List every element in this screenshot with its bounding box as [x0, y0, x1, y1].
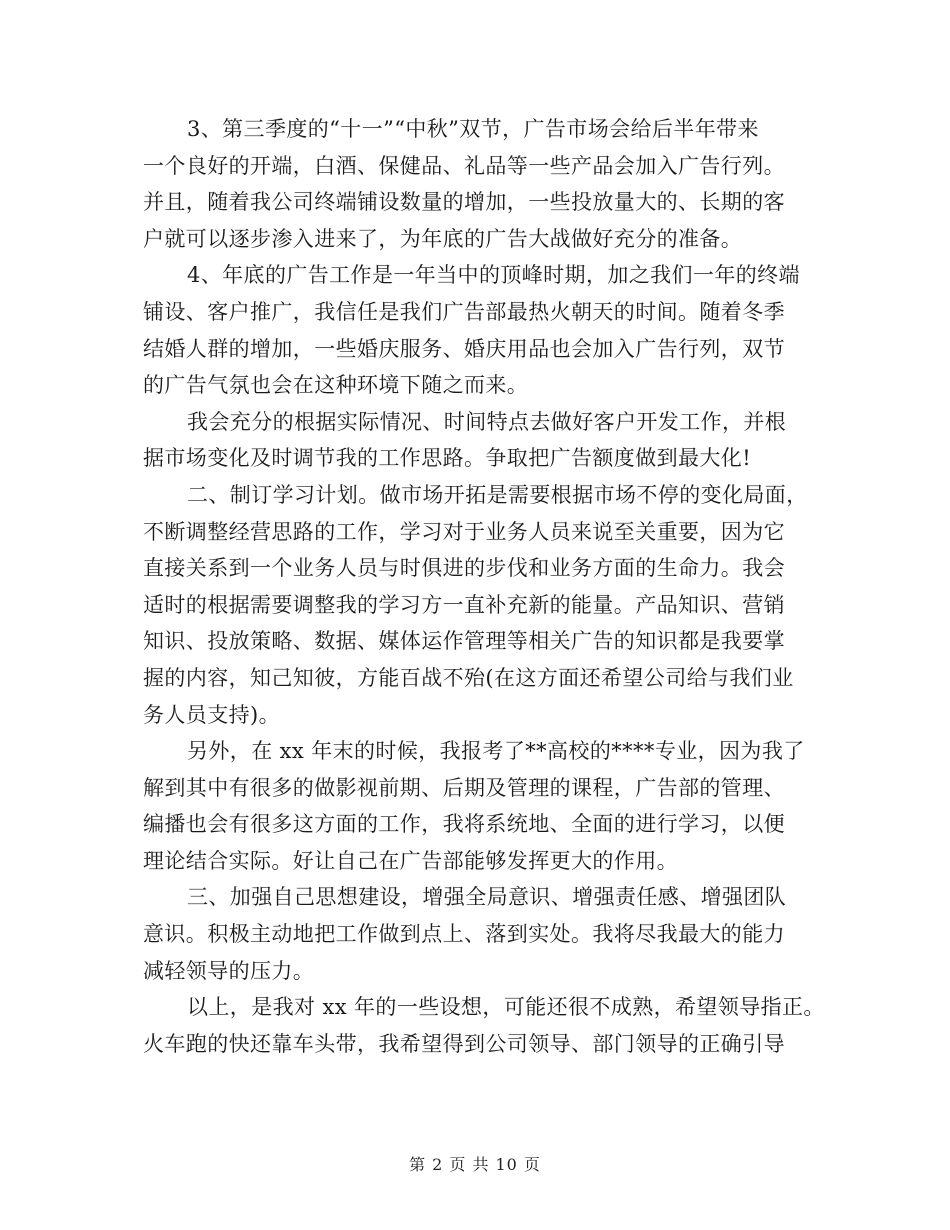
paragraph-line: 减轻领导的压力。: [143, 958, 315, 983]
paragraph-line: 据市场变化及时调节我的工作思路。争取把广告额度做到最大化!: [143, 446, 752, 471]
paragraph-line: 握的内容，知己知彼，方能百战不殆(在这方面还希望公司给与我们业: [143, 665, 794, 690]
paragraph-line: 不断调整经营思路的工作，学习对于业务人员来说至关重要，因为它: [143, 519, 785, 544]
paragraph-line: 务人员支持)。: [143, 702, 280, 727]
paragraph-line: 的广告气氛也会在这种环境下随之而来。: [143, 373, 529, 398]
page-number: 2: [432, 1155, 444, 1174]
page-label-mid: 页 共: [449, 1155, 490, 1174]
paragraph-line: 火车跑的快还靠车头带，我希望得到公司领导、部门领导的正确引导: [143, 1031, 785, 1056]
paragraph-line: 户就可以逐步渗入进来了，为年底的广告大战做好充分的准备。: [143, 226, 743, 251]
page-footer: [0, 1152, 950, 1175]
paragraph-line: 4、年底的广告工作是一年当中的顶峰时期，加之我们一年的终端: [187, 263, 800, 288]
paragraph-line: 以上，是我对 xx 年的一些设想，可能还很不成熟，希望领导指正。: [187, 995, 825, 1020]
paragraph-line: 编播也会有很多这方面的工作，我将系统地、全面的进行学习，以便: [143, 812, 785, 837]
page-label-prefix: 第: [409, 1155, 427, 1174]
paragraph-line: 理论结合实际。好让自己在广告部能够发挥更大的作用。: [143, 848, 678, 873]
paragraph-line: 铺设、客户推广，我信任是我们广告部最热火朝天的时间。随着冬季: [143, 299, 785, 324]
paragraph-line: 直接关系到一个业务人员与时俱进的步伐和业务方面的生命力。我会: [143, 556, 785, 581]
page-label-suffix: 页: [523, 1155, 541, 1174]
paragraph-line: 并且，随着我公司终端铺设数量的增加，一些投放量大的、长期的客: [143, 190, 785, 215]
paragraph-line: 解到其中有很多的做影视前期、后期及管理的课程，广告部的管理、: [143, 775, 785, 800]
document-body: [143, 111, 827, 1062]
paragraph-line: 意识。积极主动地把工作做到点上、落到实处。我将尽我最大的能力: [143, 922, 785, 947]
paragraph-line: 另外，在 xx 年末的时候，我报考了**高校的****专业，因为我了: [187, 739, 805, 764]
paragraph-line: 知识、投放策略、数据、媒体运作管理等相关广告的知识都是我要掌: [143, 629, 785, 654]
paragraph-line: 3、第三季度的“十一”“中秋”双节，广告市场会给后半年带来: [187, 117, 759, 141]
paragraph-line: 三、加强自己思想建设，增强全局意识、增强责任感、增强团队: [187, 885, 787, 910]
total-pages: 10: [495, 1155, 518, 1174]
paragraph-line: 二、制订学习计划。做市场开拓是需要根据市场不停的变化局面，: [187, 482, 808, 507]
paragraph-line: 我会充分的根据实际情况、时间特点去做好客户开发工作，并根: [187, 409, 787, 434]
paragraph-line: 结婚人群的增加，一些婚庆服务、婚庆用品也会加入广告行列，双节: [143, 336, 785, 361]
paragraph-line: 适时的根据需要调整我的学习方一直补充新的能量。产品知识、营销: [143, 592, 785, 617]
paragraph-line: 一个良好的开端，白酒、保健品、礼品等一些产品会加入广告行列。: [143, 153, 785, 178]
